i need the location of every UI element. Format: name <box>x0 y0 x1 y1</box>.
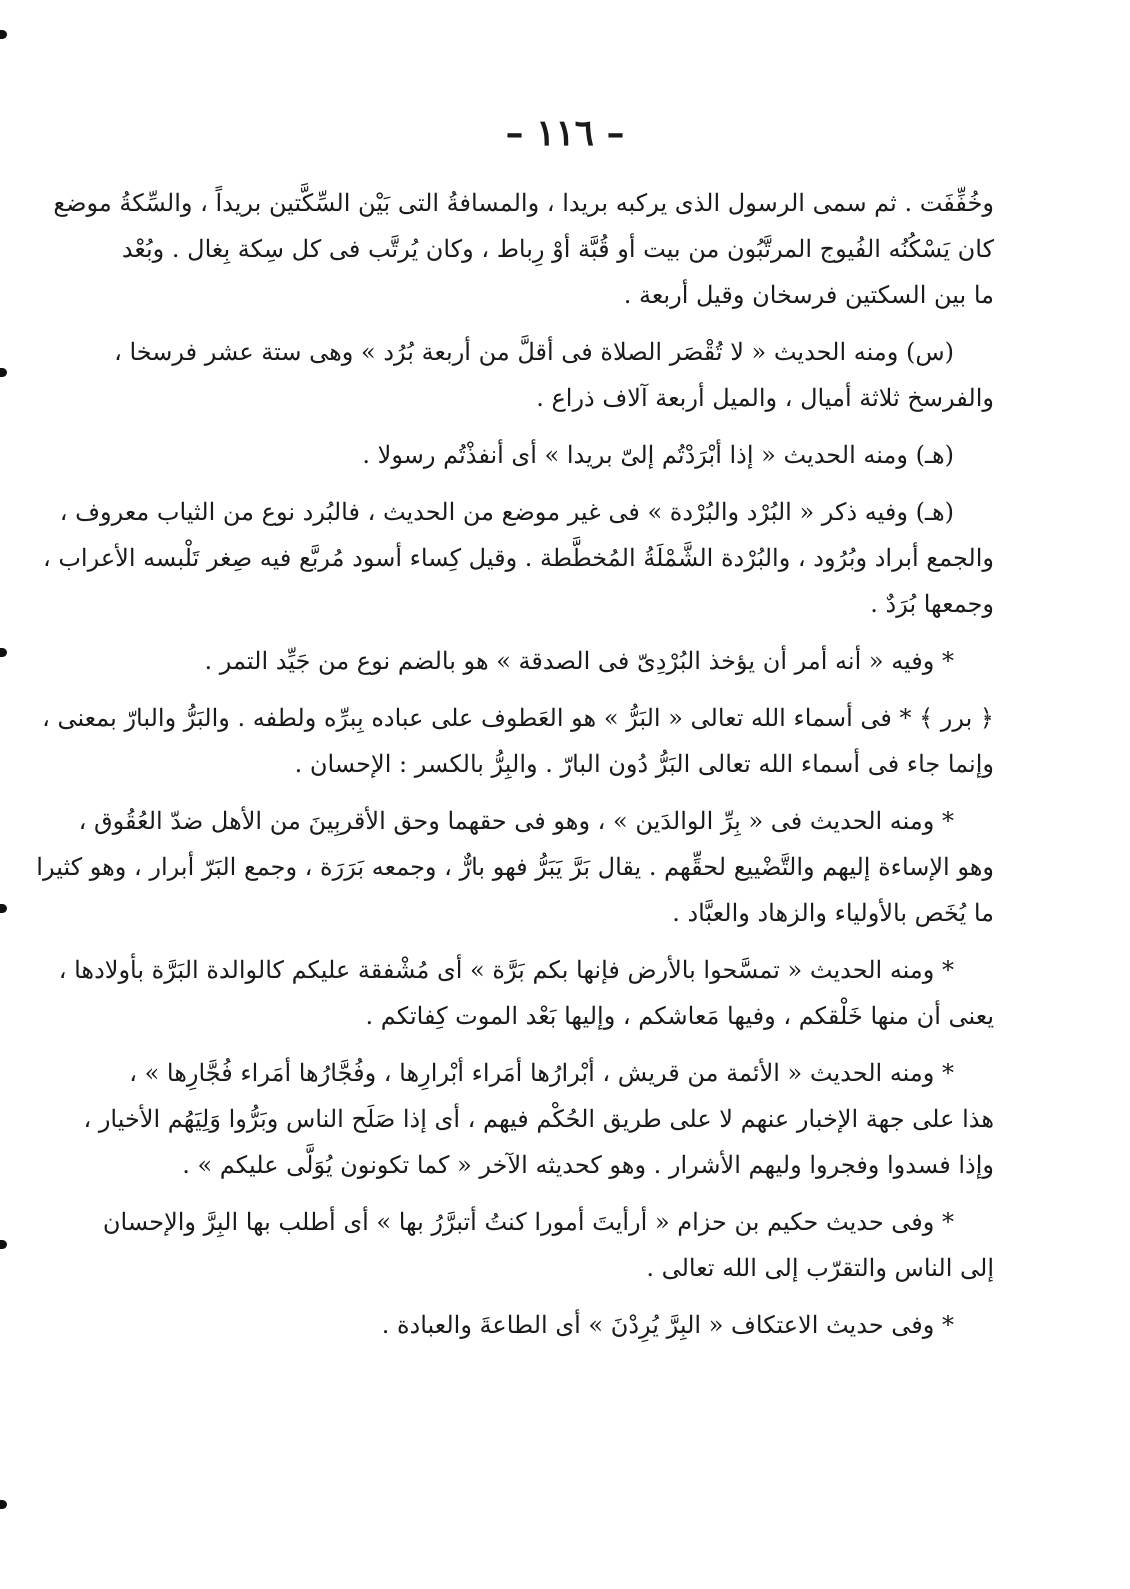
text-line: كان يَسْكُنُه الفُيوج المرتَّبُون من بيت أو قُبَّة أوْ رِباط ، وكان يُرتَّب فى كل سِكة بِغال . وبُعْد <box>121 235 994 263</box>
binding-mark <box>0 904 7 913</box>
text-line: والجمع أبراد وبُرُود ، والبُرْدة الشَّمْلَةُ المُخطَّطة . وقيل كِساء أسود مُربَّع فيه صِغر تَلْبسه الأعراب ، <box>42 544 994 572</box>
page-number: – ١١٦ – <box>505 112 625 154</box>
binding-mark <box>0 30 7 39</box>
text-line: ما بين السكتين فرسخان وقيل أربعة . <box>623 281 994 309</box>
text-line: ﴿ برر ﴾ * فى أسماء الله تعالى « البَرُّ » هو العَطوف على عباده بِبرِّه ولطفه . والبَرُّ والبارّ بمعنى ، <box>42 704 994 732</box>
text-line: وخُفِّفَت . ثم سمى الرسول الذى يركبه بريدا ، والمسافةُ التى بَيْن السِّكَّتين بريداً ، والسِّكةُ موضع <box>53 189 994 217</box>
text-line: * وفى حديث الاعتكاف « البِرَّ يُرِدْنَ » أى الطاعةَ والعبادة . <box>381 1311 954 1339</box>
text-line: (هـ) وفيه ذكر « البُرْد والبُرْدة » فى غير موضع من الحديث ، فالبُرد نوع من الثياب معروف ، <box>59 498 954 526</box>
binding-mark <box>0 1500 7 1509</box>
text-line: * ومنه الحديث « تمسَّحوا بالأرض فإنها بكم بَرَّة » أى مُشْفقة عليكم كالوالدة البَرَّة بأولادها ، <box>58 956 954 984</box>
text-line: وإذا فسدوا وفجروا وليهم الأشرار . وهو كحديثه الآخر « كما تكونون يُوَلَّى عليكم » . <box>182 1151 994 1179</box>
text-line: هذا على جهة الإخبار عنهم لا على طريق الحُكْم فيهم ، أى إذا صَلَح الناس وبَرُّوا وَلِيَهُم الأخيار ، <box>83 1105 994 1133</box>
text-line: إلى الناس والتقرّب إلى الله تعالى . <box>646 1254 994 1282</box>
binding-mark <box>0 368 7 377</box>
text-line: يعنى أن منها خَلْقكم ، وفيها مَعاشكم ، وإليها بَعْد الموت كِفاتكم . <box>365 1002 994 1030</box>
text-line: وإنما جاء فى أسماء الله تعالى البَرُّ دُون البارّ . والبِرُّ بالكسر : الإحسان . <box>294 750 994 778</box>
binding-mark <box>0 648 7 657</box>
text-line: * وفيه « أنه أمر أن يؤخذ البُرْدِىّ فى الصدقة » هو بالضم نوع من جَيِّد التمر . <box>204 647 954 675</box>
page-body <box>36 180 994 1348</box>
binding-mark <box>0 1240 7 1249</box>
text-line: * ومنه الحديث فى « بِرِّ الوالدَين » ، وهو فى حقهما وحق الأقربِينَ من الأهل ضدّ العُقُوق ، <box>78 807 954 835</box>
text-line: ما يُخَص بالأولياء والزهاد والعبَّاد . <box>672 899 994 927</box>
text-line: وهو الإساءة إليهم والتَّضْييع لحقِّهم . يقال بَرَّ يَبَرُّ فهو بارٌّ ، وجمعه بَرَرَة ، وجمع البَرّ أبرار ، وهو كثيرا <box>36 853 994 881</box>
text-line: (س) ومنه الحديث « لا تُقْصَر الصلاة فى أقلَّ من أربعة بُرُد » وهى ستة عشر فرسخا ، <box>114 338 954 366</box>
text-line: والفرسخ ثلاثة أميال ، والميل أربعة آلاف ذراع . <box>536 384 994 412</box>
text-line: (هـ) ومنه الحديث « إذا أبْرَدْتُم إلىّ بريدا » أى أنفذْتُم رسولا . <box>362 441 954 469</box>
text-line: * وفى حديث حكيم بن حزام « أرأيتَ أمورا كنتُ أتبرَّرُ بها » أى أطلب بها البِرَّ والإحسان <box>102 1208 954 1236</box>
text-line: * ومنه الحديث « الأئمة من قريش ، أبْرارُها أمَراء أبْرارِها ، وفُجَّارُها أمَراء فُجَّارِها » ، <box>129 1059 954 1087</box>
text-line: وجمعها بُرَدٌ . <box>870 590 994 618</box>
